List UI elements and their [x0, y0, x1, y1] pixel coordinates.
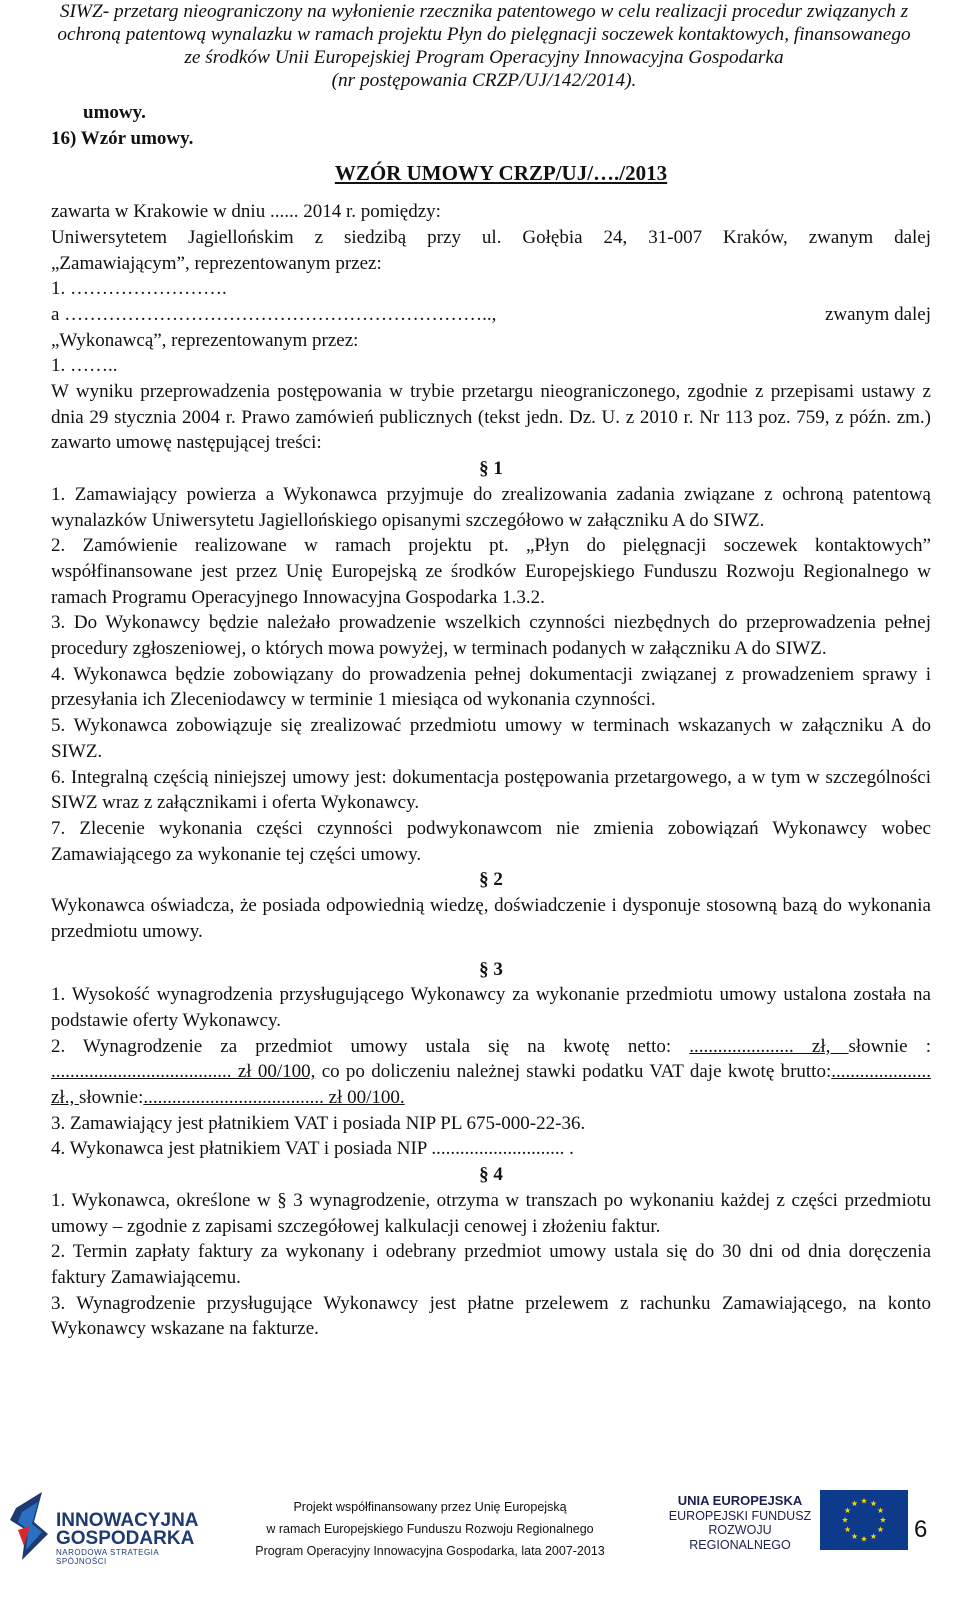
section-3-point-1: 1. Wysokość wynagrodzenia przysługującego Wykonawcy za wykonanie przedmiotu umowy ustalona została na podstawie oferty Wykonawcy.: [51, 984, 931, 1031]
section-3-point-3: 3. Zamawiający jest płatnikiem VAT i posiada NIP PL 675-000-22-36.: [51, 1112, 586, 1134]
section-1-point-4: 4. Wykonawca będzie zobowiązany do prowadzenia pełnej dokumentacji związanej z prowadzeniem sprawy i przesyłania ich Zleceniodawcy w terminie 1 miesiąca od wykonania czynności.: [51, 663, 931, 711]
section-3-point-2: [51, 1034, 931, 1111]
contractor-called: zwanym dalej: [824, 303, 931, 325]
s3-text: co po doliczeniu należnej stawki podatku VAT daje kwotę brutto:: [315, 1061, 832, 1083]
section-2-heading: § 2: [479, 869, 503, 891]
section-3-heading: § 3: [479, 958, 503, 980]
page-footer: [0, 1490, 960, 1615]
cofinancing-line-1: Projekt współfinansowany przez Unię Europejską: [293, 1500, 567, 1514]
header-line: ze środków Unii Europejskiej Program Operacyjny Innowacyjna Gospodarka: [184, 47, 784, 68]
header-line: SIWZ- przetarg nieograniczony na wyłonienie rzecznika patentowego w celu realizacji procedur związanych z: [59, 1, 909, 22]
document-header: [12, 0, 956, 92]
preamble: W wyniku przeprowadzenia postępowania w trybie przetargu nieograniczonego, zgodnie z przepisami ustawy z dnia 29 stycznia 2004 r. Prawo zamówień publicznych (tekst jedn. Dz. U. z 2010 r. Nr 113 poz. 759, z późn. zm.) zawarto umowę następującej treści:: [51, 381, 931, 454]
section-4-heading: § 4: [479, 1164, 503, 1186]
s3-text: słownie :: [848, 1035, 931, 1057]
section-1-point-6: 6. Integralną częścią niniejszej umowy jest: dokumentacja postępowania przetargowego, a w tym w szczególności SIWZ wraz z załącznikami i oferta Wykonawcy.: [51, 766, 931, 814]
s3-text: 2. Wynagrodzenie za przedmiot umowy ustala się na kwotę netto:: [51, 1035, 690, 1057]
net-amount-blank: ...................... zł,: [689, 1035, 849, 1057]
contractor-blank: a …………………………………………………………..,: [51, 303, 497, 325]
gross-amount-blank: ..................... zł.,: [51, 1061, 931, 1109]
innowacyjna-gospodarka-logo: [8, 1490, 208, 1570]
uj-representative: 1. …………………….: [51, 278, 227, 300]
cofinancing-line-2: w ramach Europejskiego Funduszu Rozwoju Regionalnego: [266, 1522, 594, 1536]
section-1-point-5: 5. Wykonawca zobowiązuje się zrealizować przedmiotu umowy w terminach wskazanych w załączniku A do SIWZ.: [51, 715, 931, 762]
section-1-point-7: 7. Zlecenie wykonania części czynności podwykonawcom nie zmienia zobowiązań Wykonawcy wobec Zamawiającego za wykonanie tej części umowy.: [51, 817, 931, 865]
eu-line-1: UNIA EUROPEJSKA: [677, 1493, 803, 1508]
ig-star-icon: [8, 1490, 50, 1562]
document-body: [51, 100, 931, 1342]
section-1-point-1: 1. Zamawiający powierza a Wykonawca przyjmuje do zrealizowania zadania związane z ochroną patentową wynalazków Uniwersytetu Jagiellońskiego opisanymi szczegółowo w załączniku A do SIWZ.: [51, 483, 931, 531]
ig-line-1: INNOWACYJNA: [56, 1510, 199, 1531]
party-uj-role: „Zamawiającym”, reprezentowanym przez:: [51, 252, 382, 274]
header-line: (nr postępowania CRZP/UJ/142/2014).: [331, 70, 637, 91]
eu-fund-label: [660, 1494, 820, 1552]
ig-subtitle: NARODOWA STRATEGIA SPÓJNOŚCI: [56, 1548, 159, 1566]
party-uj-line: Uniwersytetem Jagiellońskim z siedzibą przy ul. Gołębia 24, 31-007 Kraków, zwanym dalej: [51, 226, 931, 248]
net-words-blank: ...................................... zł 00/100,: [51, 1061, 316, 1083]
eu-flag-icon: [820, 1490, 908, 1550]
section-1-point-3: 3. Do Wykonawcy będzie należało prowadzenie wszelkich czynności niezbędnych do przeprowadzenia pełnej procedury zgłoszeniowej, o których mowa powyżej, w terminach podanych w załączniku A do SIWZ.: [51, 612, 931, 660]
page-number: 6: [914, 1516, 928, 1543]
section-4-point-2: 2. Termin zapłaty faktury za wykonany i odebrany przedmiot umowy ustala się do 30 dni od dnia doręczenia faktury Zamawiającemu.: [51, 1241, 931, 1288]
section-4-point-1: 1. Wykonawca, określone w § 3 wynagrodzenie, otrzyma w transzach po wykonaniu każdej z części przedmiotu umowy – zgodnie z zapisami szczegółowej kalkulacji cenowej i złożeniu faktur.: [51, 1189, 931, 1237]
contractor-line: [51, 302, 931, 328]
contractor-representative: 1. ……..: [51, 355, 118, 377]
ig-logo-text: [56, 1512, 199, 1548]
header-line: ochroną patentową wynalazku w ramach projektu Płyn do pielęgnacji soczewek kontaktowych, finansowanego: [57, 24, 911, 45]
s3-text: słownie:: [78, 1087, 144, 1109]
section-1-point-2: 2. Zamówienie realizowane w ramach projektu pt. „Płyn do pielęgnacji soczewek kontaktowych” współfinansowane jest przez Unię Europejską ze środków Europejskiego Funduszu Rozwoju Regionalnego w ramach Programu Operacyjnego Innowacyjna Gospodarka 1.3.2.: [51, 535, 931, 608]
umowy-line: umowy.: [83, 102, 146, 123]
ig-line-2: GOSPODARKA: [56, 1528, 195, 1549]
section-4-point-3: 3. Wynagrodzenie przysługujące Wykonawcy jest płatne przelewem z rachunku Zamawiającego, na konto Wykonawcy wskazane na fakturze.: [51, 1292, 931, 1340]
section-3-point-4: 4. Wykonawca jest płatnikiem VAT i posiada NIP ............................ .: [51, 1138, 574, 1160]
section-1-heading: § 1: [479, 458, 503, 480]
contractor-role: „Wykonawcą”, reprezentowanym przez:: [51, 329, 359, 351]
cofinancing-note: [250, 1496, 610, 1562]
eu-line-2: EUROPEJSKI FUNDUSZ: [668, 1508, 812, 1523]
gross-words-blank: ...................................... zł 00/100.: [143, 1087, 405, 1109]
section-16-heading: 16) Wzór umowy.: [51, 127, 194, 149]
contract-title: WZÓR UMOWY CRZP/UJ/…./2013: [334, 161, 668, 186]
contract-date-line: zawarta w Krakowie w dniu ...... 2014 r. pomiędzy:: [51, 201, 441, 223]
section-2-point-1: Wykonawca oświadcza, że posiada odpowiednią wiedzę, doświadczenie i dysponuje stosowną bazą do wykonania przedmiotu umowy.: [51, 895, 931, 942]
eu-line-3: ROZWOJU REGIONALNEGO: [689, 1523, 791, 1552]
cofinancing-line-3: Program Operacyjny Innowacyjna Gospodarka, lata 2007-2013: [255, 1544, 605, 1558]
